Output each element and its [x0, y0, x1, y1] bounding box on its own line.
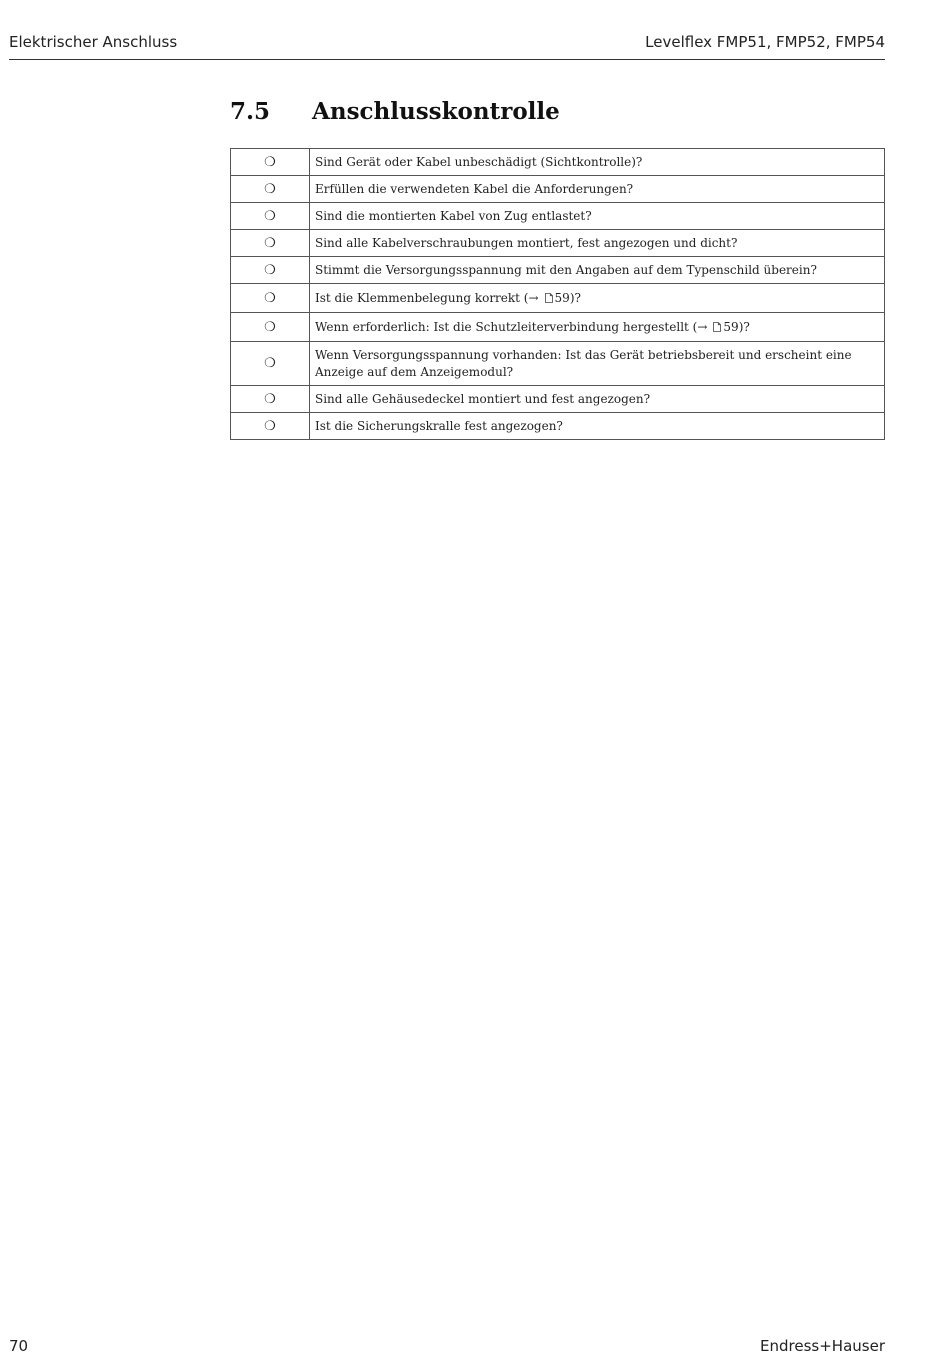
- checkbox-icon[interactable]: ❍: [231, 342, 310, 386]
- checklist-row: [231, 313, 885, 342]
- checklist-item-text: Wenn Versorgungsspannung vorhanden: Ist das Gerät betriebsbereit und erscheint eine Anzeige auf dem Anzeigemodul?: [310, 342, 885, 386]
- checkbox-icon[interactable]: ❍: [231, 413, 310, 440]
- checklist-item-text: Sind Gerät oder Kabel unbeschädigt (Sichtkontrolle)?: [310, 149, 885, 176]
- checkbox-icon[interactable]: ❍: [231, 386, 310, 413]
- checkbox-icon[interactable]: ❍: [231, 257, 310, 284]
- checkbox-icon[interactable]: ❍: [231, 149, 310, 176]
- header-product-name: Levelflex FMP51, FMP52, FMP54: [645, 33, 885, 51]
- checkbox-icon[interactable]: ❍: [231, 284, 310, 313]
- checklist-item-text: Sind alle Gehäusedeckel montiert und fest angezogen?: [310, 386, 885, 413]
- checklist-row: [231, 176, 885, 203]
- checklist-item-text-start: Wenn erforderlich: Ist die Schutzleiterverbindung hergestellt (→: [315, 319, 708, 334]
- checklist-item-text: Ist die Sicherungskralle fest angezogen?: [310, 413, 885, 440]
- checklist-row: [231, 149, 885, 176]
- page-reference-number[interactable]: 59: [554, 290, 570, 305]
- header-section-title: Elektrischer Anschluss: [9, 33, 178, 51]
- checkbox-icon[interactable]: ❍: [231, 203, 310, 230]
- checklist-row: [231, 284, 885, 313]
- checklist-item-text-end: )?: [738, 319, 750, 334]
- checklist-row: [231, 230, 885, 257]
- checklist-row: [231, 257, 885, 284]
- page-reference-icon: [713, 322, 721, 332]
- footer-brand-name: Endress+Hauser: [760, 1337, 885, 1355]
- page-header: [9, 30, 885, 60]
- checklist-item-text: [310, 284, 885, 313]
- checkbox-icon[interactable]: ❍: [231, 230, 310, 257]
- checklist-item-text-start: Ist die Klemmenbelegung korrekt (→: [315, 290, 539, 305]
- checklist-table: [230, 148, 885, 440]
- page-reference-icon: [545, 293, 553, 303]
- page-reference-number[interactable]: 59: [723, 319, 739, 334]
- checklist-item-text-end: )?: [569, 290, 581, 305]
- checklist-item-text: Sind die montierten Kabel von Zug entlastet?: [310, 203, 885, 230]
- checklist-row: [231, 342, 885, 386]
- checklist-row: [231, 413, 885, 440]
- checklist-item-text: Erfüllen die verwendeten Kabel die Anforderungen?: [310, 176, 885, 203]
- section-title: Anschlusskontrolle: [312, 98, 560, 125]
- checkbox-icon[interactable]: ❍: [231, 313, 310, 342]
- section-number: 7.5: [230, 98, 271, 125]
- checkbox-icon[interactable]: ❍: [231, 176, 310, 203]
- checklist-item-text: Sind alle Kabelverschraubungen montiert, fest angezogen und dicht?: [310, 230, 885, 257]
- checklist-item-text: [310, 313, 885, 342]
- checklist-row: [231, 386, 885, 413]
- footer-page-number: 70: [9, 1337, 29, 1355]
- checklist-item-text: Stimmt die Versorgungsspannung mit den Angaben auf dem Typenschild überein?: [310, 257, 885, 284]
- checklist-row: [231, 203, 885, 230]
